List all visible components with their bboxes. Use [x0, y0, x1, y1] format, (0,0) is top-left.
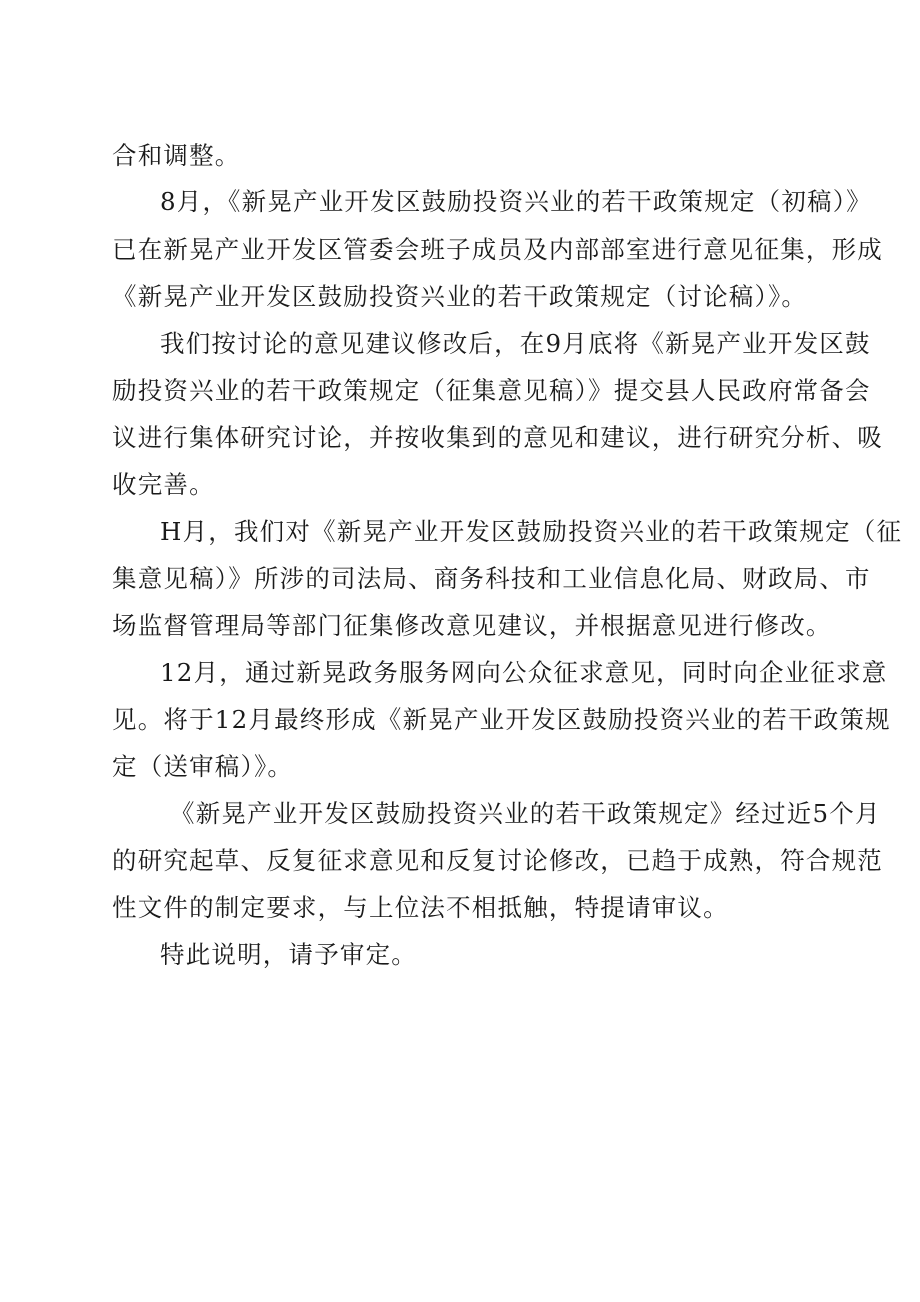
- text-line: 励投资兴业的若干政策规定（征集意见稿）》提交县人民政府常备会: [112, 376, 871, 405]
- text-line: 合和调整。: [112, 141, 241, 170]
- text-line: 收完善。: [112, 470, 215, 499]
- text-line: 特此说明，请予审定。: [160, 940, 417, 969]
- text-line: H月，我们对《新晃产业开发区鼓励投资兴业的若干政策规定（征: [160, 517, 903, 546]
- text-line: 我们按讨论的意见建议修改后，在9月底将《新晃产业开发区鼓: [160, 329, 871, 358]
- text-line: 8月，《新晃产业开发区鼓励投资兴业的若干政策规定（初稿）》: [160, 187, 872, 216]
- text-line: 的研究起草、反复征求意见和反复讨论修改，已趋于成熟，符合规范: [112, 846, 883, 875]
- text-line: 定（送审稿）》。: [112, 752, 294, 781]
- text-line: 12月，通过新晃政务服务网向公众征求意见，同时向企业征求意: [160, 658, 888, 687]
- text-line: 场监督管理局等部门征集修改意见建议，并根据意见进行修改。: [112, 611, 832, 640]
- text-line: 《新晃产业开发区鼓励投资兴业的若干政策规定（讨论稿）》。: [112, 282, 808, 311]
- text-line: 已在新晃产业开发区管委会班子成员及内部部室进行意见征集，形成: [112, 235, 883, 264]
- text-line: 议进行集体研究讨论，并按收集到的意见和建议，进行研究分析、吸: [112, 423, 883, 452]
- text-line: 性文件的制定要求，与上位法不相抵触，特提请审议。: [112, 893, 729, 922]
- text-line: 集意见稿）》所涉的司法局、商务科技和工业信息化局、财政局、市: [112, 564, 871, 593]
- text-line: 《新晃产业开发区鼓励投资兴业的若干政策规定》经过近5个月: [170, 799, 881, 828]
- text-line: 见。将于12月最终形成《新晃产业开发区鼓励投资兴业的若干政策规: [112, 705, 891, 734]
